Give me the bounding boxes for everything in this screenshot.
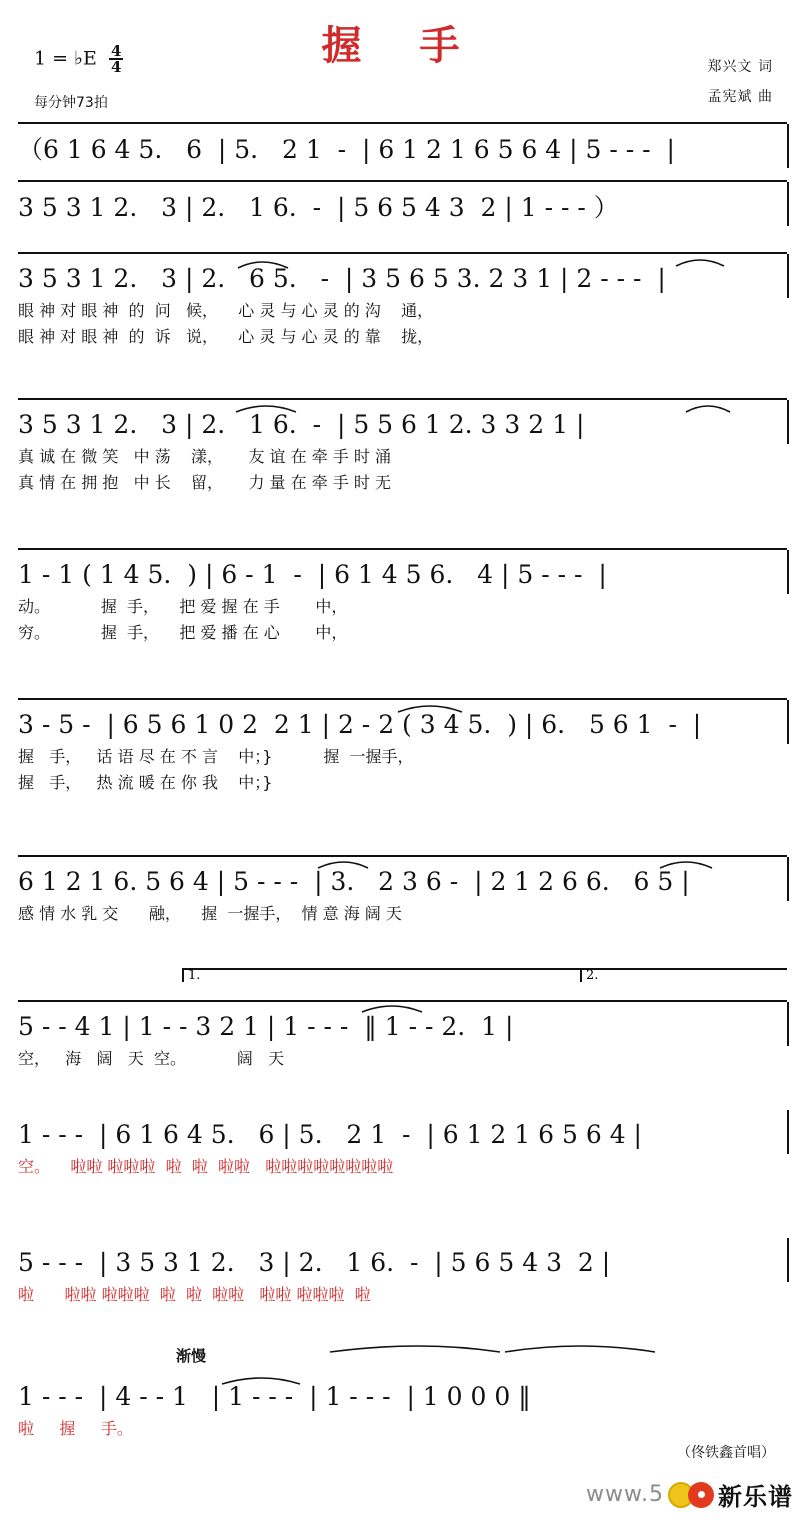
lyrics-line-1: 眼 神 对 眼 神 的 问 候， 心 灵 与 心 灵 的 沟 通， xyxy=(18,301,434,320)
notes-row xyxy=(18,122,787,168)
notation-text: 1 - - - | 6 1 6 4 5. 6 | 5. 2 1 - | 6 1 2 1 6 5 6 4 | xyxy=(18,1119,642,1149)
volta-bracket-2 xyxy=(580,968,787,982)
first-performer-note: （佟铁鑫首唱） xyxy=(677,1445,775,1461)
lyrics-line-1: 啦 啦啦 啦啦啦 啦 啦 啦啦 啦啦 啦啦啦 啦 xyxy=(18,1285,371,1304)
notation-text: 3 5 3 1 2. 3 | 2. 1 6. - | 5 6 5 4 3 2 | 1 - - - ） xyxy=(18,193,619,222)
end-barline xyxy=(787,857,789,901)
notes-row xyxy=(18,548,787,594)
key-signature xyxy=(34,44,123,75)
notes-row xyxy=(18,1000,787,1046)
notation-text: 6 1 2 1 6. 5 6 4 | 5 - - - | 3. 2 3 6 - | 2 1 2 6 6. 6 5 | xyxy=(18,866,690,896)
notation-text: （6 1 6 4 5. 6 | 5. 2 1 - | 6 1 2 1 6 5 6 4 | 5 - - - | xyxy=(18,135,675,164)
notes-row xyxy=(18,698,787,744)
notes-row xyxy=(18,1372,787,1416)
credits xyxy=(708,52,773,112)
system-coda-1 xyxy=(18,1110,787,1180)
notes-row xyxy=(18,855,787,901)
lyrics-line-1: 空。 啦啦 啦啦啦 啦 啦 啦啦 啦啦啦啦啦啦啦啦 xyxy=(18,1157,394,1176)
watermark-url: www.5 xyxy=(586,1482,664,1507)
lyrics-line-1: 握 手， 话 语 尽 在 不 言 中；} 握 一握手， xyxy=(18,747,414,766)
end-barline xyxy=(787,124,789,168)
system-intro-1 xyxy=(18,122,787,168)
lyrics-line-1: 真 诚 在 微 笑 中 荡 漾， 友 谊 在 牵 手 时 涌 xyxy=(18,447,391,466)
end-barline xyxy=(787,550,789,594)
lyrics-line-2: 穷。 握 手， 把 爱 播 在 心 中， xyxy=(18,623,348,642)
end-barline xyxy=(787,1002,789,1046)
page-title: 握 手 xyxy=(321,22,482,69)
system-verse-1 xyxy=(18,252,787,350)
lyrics-line-1: 啦 握 手。 xyxy=(18,1419,133,1438)
lyrics-line-2: 真 情 在 拥 抱 中 长 留， 力 量 在 牵 手 时 无 xyxy=(18,473,391,492)
notes-row xyxy=(18,398,787,444)
watermark xyxy=(586,1477,793,1512)
system-verse-2 xyxy=(18,398,787,496)
end-barline xyxy=(787,400,789,444)
notation-text: 1 - - - | 4 - - 1 | 1 - - - | 1 - - - | 1 0 0 0 ‖ xyxy=(18,1381,531,1411)
system-verse-5 xyxy=(18,855,787,927)
watermark-brand: 新乐谱 xyxy=(718,1482,793,1511)
lyrics-line-1: 感 情 水 乳 交 融， 握 一握手， 情 意 海 阔 天 xyxy=(18,904,402,923)
time-signature-numerator: 4 xyxy=(110,42,122,60)
notation-text: 5 - - 4 1 | 1 - - 3 2 1 | 1 - - - ‖ 1 - - 2. 1 | xyxy=(18,1011,514,1041)
lyrics-line-1: 动。 握 手， 把 爱 握 在 手 中， xyxy=(18,597,348,616)
system-verse-3 xyxy=(18,548,787,646)
end-barline xyxy=(787,700,789,744)
notes-row xyxy=(18,1110,787,1154)
key-signature-text: 1 = ♭E xyxy=(34,47,97,70)
notation-text: 3 5 3 1 2. 3 | 2. 6 5. - | 3 5 6 5 3. 2 3 1 | 2 - - - | xyxy=(18,263,666,293)
lyrics-line-1: 空， 海 阔 天 空。 阔 天 xyxy=(18,1049,285,1068)
lyrics-line-2: 眼 神 对 眼 神 的 诉 说， 心 灵 与 心 灵 的 靠 拢， xyxy=(18,327,434,346)
lyrics-line-2: 握 手， 热 流 暖 在 你 我 中；} xyxy=(18,773,273,792)
volta-number-2: 2. xyxy=(586,968,599,983)
record-icon xyxy=(688,1482,714,1508)
tempo-marking: 每分钟73拍 xyxy=(34,95,108,111)
system-coda-2 xyxy=(18,1238,787,1308)
notation-text: 1 - 1 ( 1 4 5. ) | 6 - 1 - | 6 1 4 5 6. 4 | 5 - - - | xyxy=(18,559,607,589)
time-signature xyxy=(109,44,123,75)
end-barline xyxy=(787,1238,789,1282)
end-barline xyxy=(787,182,789,226)
notation-text: 5 - - - | 3 5 3 1 2. 3 | 2. 1 6. - | 5 6 5 4 3 2 | xyxy=(18,1247,611,1277)
end-barline xyxy=(787,1110,789,1154)
volta-number-1: 1. xyxy=(188,968,201,983)
system-verse-4 xyxy=(18,698,787,796)
volta-bracket-1 xyxy=(182,968,584,982)
rit-marking: 渐慢 xyxy=(176,1347,207,1365)
notes-row xyxy=(18,180,787,226)
notation-text: 3 5 3 1 2. 3 | 2. 1 6. - | 5 5 6 1 2. 3 3 2 1 | xyxy=(18,409,585,439)
notes-row xyxy=(18,1238,787,1282)
notes-row xyxy=(18,252,787,298)
system-intro-2 xyxy=(18,180,787,226)
end-barline xyxy=(787,254,789,298)
lyricist-credit: 郑兴文 词 xyxy=(707,59,773,75)
time-signature-denominator: 4 xyxy=(110,58,122,77)
system-verse-6 xyxy=(18,1000,787,1072)
system-coda-3 xyxy=(18,1372,787,1442)
composer-credit: 孟宪斌 曲 xyxy=(707,89,773,105)
notation-text: 3 - 5 - | 6 5 6 1 0 2 2 1 | 2 - 2 ( 3 4 5. ) | 6. 5 6 1 - | xyxy=(18,709,702,739)
